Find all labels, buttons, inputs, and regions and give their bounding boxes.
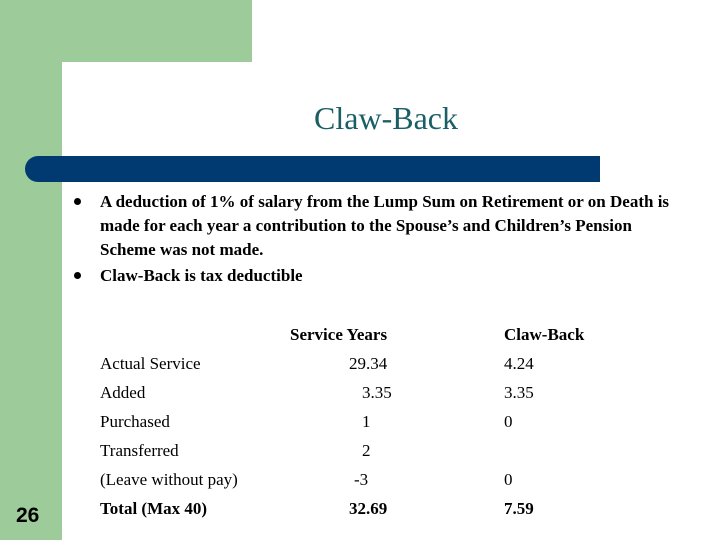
service-years-value: 29.34 <box>349 354 388 373</box>
slide-title: Claw-Back <box>314 100 458 136</box>
claw-back-value: 0 <box>504 470 513 489</box>
row-label-total: Total (Max 40) <box>100 499 208 518</box>
bullet-text: Claw-Back is tax deductible <box>100 266 303 285</box>
service-years-value: 2 <box>362 441 371 460</box>
claw-back-total: 7.59 <box>504 499 534 518</box>
bullet-dot-icon <box>74 272 81 279</box>
slide-number: 26 <box>16 504 40 527</box>
bullet-item <box>72 190 672 262</box>
row-label-added: Added <box>100 383 146 402</box>
row-label-purchased: Purchased <box>100 412 170 431</box>
claw-back-value: 4.24 <box>504 354 534 373</box>
service-years-total: 32.69 <box>349 499 388 518</box>
row-label-transferred: Transferred <box>100 441 179 460</box>
service-years-value: 3.35 <box>362 383 392 402</box>
bullet-dot-icon <box>74 198 81 205</box>
bullet-text: A deduction of 1% of salary from the Lump Sum on Retirement or on Death is made for each year a contribution to the Spouse’s and Children’s Pension Scheme was not made. <box>100 192 670 259</box>
bullet-item <box>72 264 672 288</box>
top-decoration <box>0 0 252 62</box>
service-years-value: -3 <box>354 470 369 489</box>
header-claw-back: Claw-Back <box>504 325 585 344</box>
claw-back-value: 0 <box>504 412 513 431</box>
header-service-years: Service Years <box>290 325 388 344</box>
sidebar-decoration <box>0 0 62 540</box>
claw-back-value: 3.35 <box>504 383 534 402</box>
row-label-actual-service: Actual Service <box>100 354 201 373</box>
bullet-list <box>72 190 672 288</box>
title-underline-bar <box>25 156 600 182</box>
row-label-leave-without-pay: (Leave without pay) <box>100 470 238 489</box>
service-years-value: 1 <box>362 412 371 431</box>
